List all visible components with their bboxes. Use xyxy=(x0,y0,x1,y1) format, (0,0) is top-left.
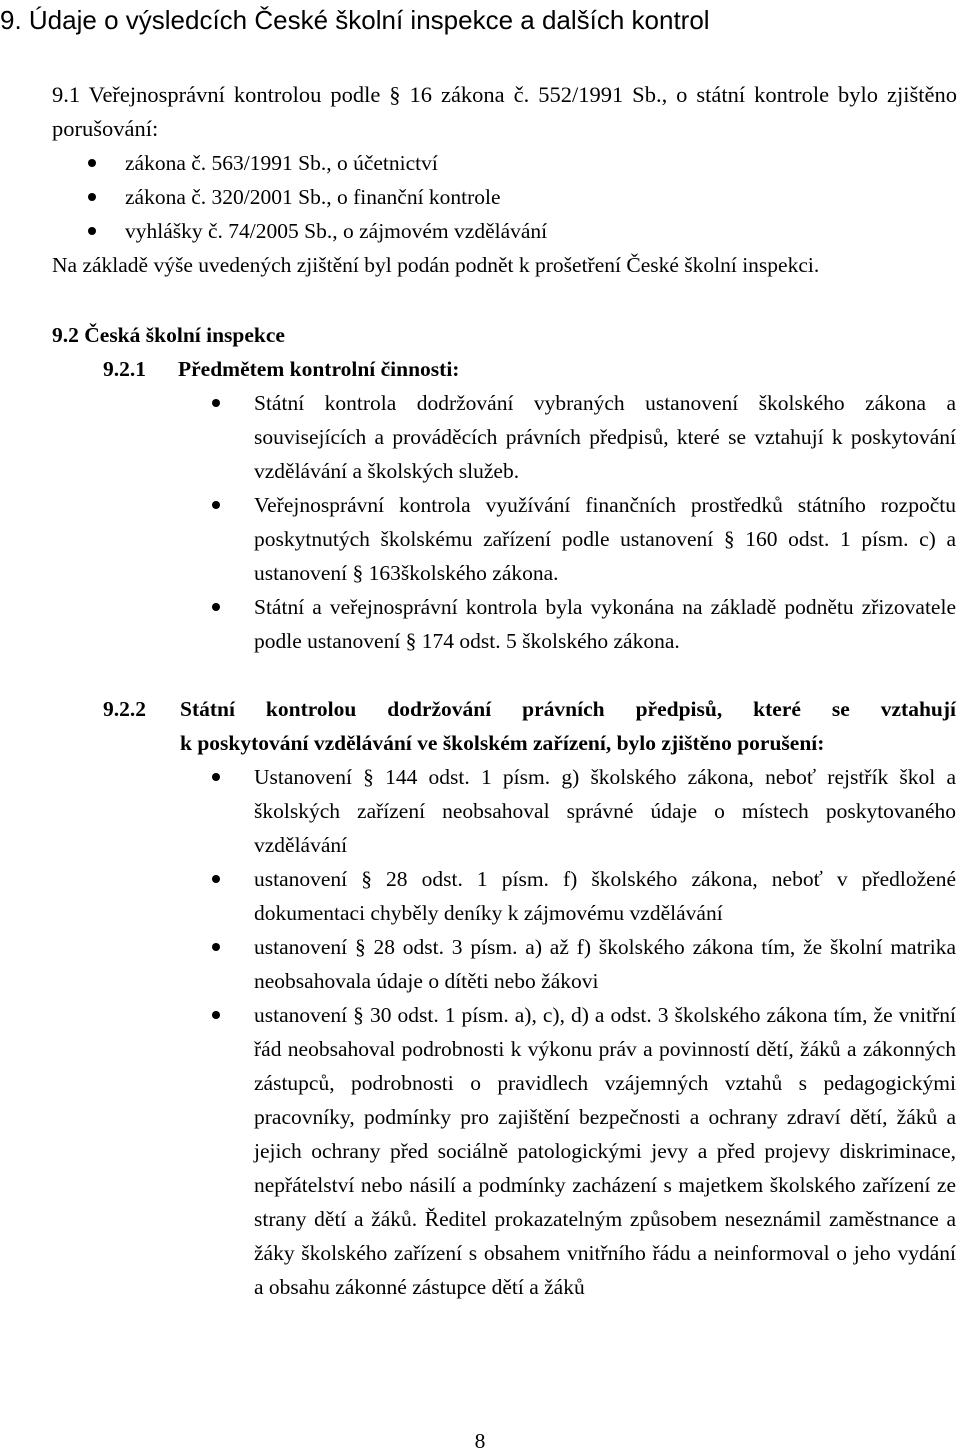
bullet-icon xyxy=(212,399,220,407)
list-item-text: Státní a veřejnosprávní kontrola byla vykonána na základě podnětu zřizovatele podle ustanovení § 174 odst. 5 školského zákona. xyxy=(254,595,956,653)
section-9-1-conclusion: Na základě výše uvedených zjištění byl podán podnět k prošetření České školní inspekci. xyxy=(52,253,820,277)
list-item xyxy=(180,488,956,590)
section-9-1-list xyxy=(52,146,957,248)
bullet-icon xyxy=(212,875,220,883)
subsection-9-2-1-list-container xyxy=(180,386,956,658)
subsection-title-line-2: k poskytování vzdělávání ve školském zařízení, bylo zjištěno porušení: xyxy=(180,731,825,755)
list-item xyxy=(180,862,956,930)
bullet-icon xyxy=(212,603,220,611)
subsection-number: 9.2.1 xyxy=(103,357,146,381)
bullet-icon xyxy=(88,159,96,167)
bullet-icon xyxy=(212,943,220,951)
list-item xyxy=(52,214,957,248)
list-item-text: zákona č. 563/1991 Sb., o účetnictví xyxy=(125,151,438,175)
list-item xyxy=(180,760,956,862)
list-item-text: Státní kontrola dodržování vybraných ustanovení školského zákona a souvisejících a prováděcích právních předpisů, které se vztahují k poskytování vzdělávání a školských služeb. xyxy=(254,391,956,483)
list-item-text: ustanovení § 28 odst. 3 písm. a) až f) školského zákona tím, že školní matrika neobsahovala údaje o dítěti nebo žákovi xyxy=(254,935,956,993)
list-item xyxy=(180,386,956,488)
subsection-9-2-2-heading xyxy=(103,692,956,760)
subsection-title: Předmětem kontrolní činnosti: xyxy=(178,357,460,381)
list-item-text: Ustanovení § 144 odst. 1 písm. g) školského zákona, neboť rejstřík škol a školských zařízení neobsahoval správné údaje o místech poskytovaného vzdělávání xyxy=(254,765,956,857)
page-number: 8 xyxy=(474,1429,486,1453)
chapter-heading: 9. Údaje o výsledcích České školní inspekce a dalších kontrol xyxy=(0,5,710,35)
bullet-icon xyxy=(88,193,96,201)
list-item xyxy=(180,590,956,658)
bullet-icon xyxy=(212,501,220,509)
subsection-9-2-2-list xyxy=(180,760,956,1304)
subsection-title-line-1: Státní kontrolou dodržování právních předpisů, které se vztahují xyxy=(180,697,956,721)
list-item xyxy=(180,930,956,998)
list-item xyxy=(52,180,957,214)
subsection-9-2-1-heading xyxy=(103,352,459,386)
section-9-1 xyxy=(52,78,957,282)
subsection-9-2-2-list-container xyxy=(180,760,956,1304)
bullet-icon xyxy=(212,1011,220,1019)
list-item-text: ustanovení § 30 odst. 1 písm. a), c), d) a odst. 3 školského zákona tím, že vnitřní řád neobsahoval podrobnosti k výkonu práv a povinností dětí, žáků a zákonných zástupců, podrobnosti o pravidlech vzájemných vztahů s pedagogickými pracovníky, podmínky pro zajištění bezpečnosti a ochrany zdraví dětí, žáků a jejich ochrany před sociálně patologickými jevy a před projevy diskriminace, nepřátelství nebo násilí a podmínky zacházení s majetkem školského zařízení ze strany dětí a žáků. Ředitel prokazatelným způsobem neseznámil zaměstnance a žáky školského zařízení s obsahem vnitřního řádu a neinformoval o jeho vydání a obsahu zákonné zástupce dětí a žáků xyxy=(254,1003,956,1299)
section-9-2-heading: 9.2 Česká školní inspekce xyxy=(52,323,285,347)
list-item xyxy=(52,146,957,180)
subsection-number: 9.2.2 xyxy=(103,697,146,721)
list-item xyxy=(180,998,956,1304)
bullet-icon xyxy=(212,773,220,781)
list-item-text: ustanovení § 28 odst. 1 písm. f) školského zákona, neboť v předložené dokumentaci chyběly deníky k zájmovému vzdělávání xyxy=(254,867,956,925)
list-item-text: Veřejnosprávní kontrola využívání finančních prostředků státního rozpočtu poskytnutých školskému zařízení podle ustanovení § 160 odst. 1 písm. c) a ustanovení § 163školského zákona. xyxy=(254,493,956,585)
list-item-text: zákona č. 320/2001 Sb., o finanční kontrole xyxy=(125,185,501,209)
subsection-9-2-1-list xyxy=(180,386,956,658)
list-item-text: vyhlášky č. 74/2005 Sb., o zájmovém vzdělávání xyxy=(125,219,548,243)
bullet-icon xyxy=(88,227,96,235)
section-9-1-title: 9.1 Veřejnosprávní kontrolou podle § 16 zákona č. 552/1991 Sb., o státní kontrole bylo zjištěno porušování: xyxy=(52,82,957,141)
